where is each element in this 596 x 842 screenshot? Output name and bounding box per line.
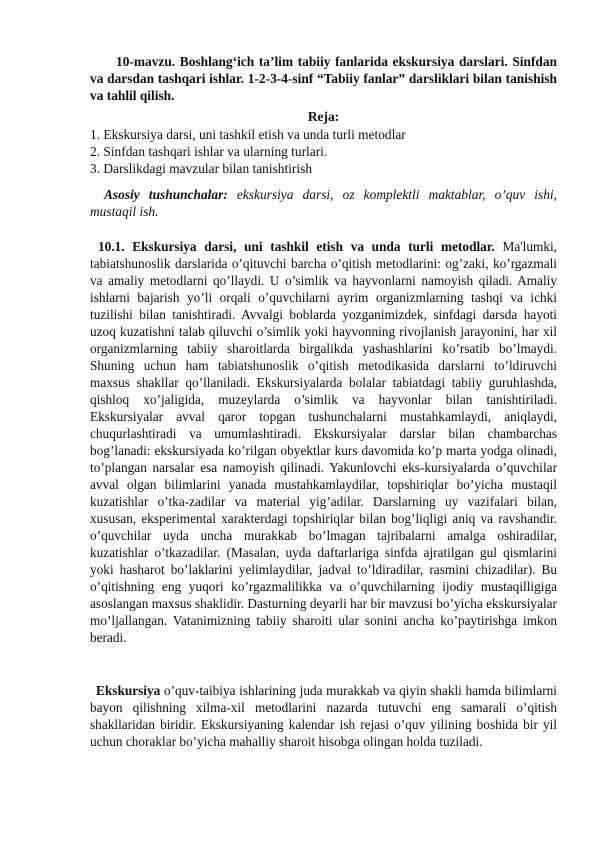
- section-body: Ma'lumki, tabiatshunoslik darslarida o’qituvchi barcha o’qitish metodlarini: og’zaki, ko’rgazmali va amaliy metodlarni qo’llaydi. U o’simlik va hayvonlarni namoyish qiladi. Amaliy ishlarni bajarish yo’li orqali o’quvchilarni ayrim organizmlarning tashqi va ichki tuzilishi bilan tanishtiradi. Avvalgi boblarda yozganimizdek, sinfdagi darsda hayoti uzoq kuzatishni talab qiluvchi o’simlik yoki hayvonning rivojlanish jarayonini, har xil organizmlarning tabiiy sharoitlarda birgalikda yashashlarini ko’rsatib bo’lmaydi. Shuning uchun ham tabiatshunoslik o’qitish metodikasida darslarni to’ldiruvchi maxsus shakllar qo’llaniladi. Ekskursiyalarda bolalar tabiatdagi tabiiy guruhlashda, qishloq xo’jaligida, muzeylarda o’simlik va hayvonlar bilan tanishtiriladi. Ekskursiyalar avval qaror topgan tushunchalarni mustahkamlaydi, aniqlaydi, chuqurlashtiradi va umumlashtiradi. Ekskursiyalar darslar bilan chambarchas bog’lanadi: ekskursiyada ko’rilgan obyektlar kurs davomida ko’p marta yodga olinadi, to’plangan narsalar esa namoyish qilinadi. Yakunlovchi eks-kursiyalarda o’quvchilar avval olgan bilimlarini yanada mustahkamlaydilar, topshiriqlar bo’yicha mustaqil kuzatishlar o’tka-zadilar va material yig’adilar. Darslarning uy vazifalari bilan, xususan, eksperimental xarakterdagi topshiriqlar bilan bog’liqligi aniq va ravshandir. o’quvchilar uyda uncha murakkab bo’lmagan tajribalarni amalga oshiradilar, kuzatishlar o’tkazadilar. (Masalan, uyda daftarlariga sinfda ajratilgan gul qismlarini yoki hasharot bo’laklarini yelimlaydilar, jadval to’ldiradilar, rasmini chizadilar). Bu o’qitishning eng yuqori ko’rgazmalilikka va o’quvchilarning ijodiy mustaqilligiga asoslangan maxsus shaklidir. Dasturning deyarli har bir mavzusi bo’yicha ekskursiyalar mo’ljallangan. Vatanimizning tabiiy sharoiti ular sonini ancha ko’paytirishga imkon beradi.: [90, 239, 557, 645]
- section-10-1: [90, 238, 557, 646]
- section-title: 10.1. Ekskursiya darsi, uni tashkil etish va unda turli metodlar.: [98, 239, 495, 254]
- key-concepts-text: ekskursiya darsi, oz komplektli maktablar, o’quv ishi, mustaqil ish.: [90, 187, 558, 219]
- excursion-paragraph: [90, 682, 557, 750]
- plan-item: 1. Ekskursiya darsi, uni tashkil etish va unda turli metodlar: [90, 127, 406, 142]
- plan-list: [90, 126, 557, 177]
- key-concepts-label: Asosiy tushunchalar:: [104, 187, 228, 202]
- excursion-body: o’quv-taibiya ishlarining juda murakkab va qiyin shakli hamda bilimlarni bayon qilishning xilma-xil metodlarini nazarda tutuvchi eng samarali o’qitish shakllaridan biridir. Ekskursiyaning kalendar ish rejasi o’quv yilining boshida bir yil uchun choraklar bo’yicha mahalliy sharoit hisobga olingan holda tuziladi.: [90, 683, 557, 749]
- plan-item: 3. Darslikdagi mavzular bilan tanishtirish: [90, 161, 313, 176]
- key-concepts: [90, 186, 557, 220]
- topic-heading: 10-mavzu. Boshlang‘ich ta’lim tabiiy fanlarida ekskursiya darslari. Sinfdan va darsdan tashqari ishlar. 1-2-3-4-sinf “Tabiiy fanlar” darsliklari bilan tanishish va tahlil qilish.: [90, 54, 557, 103]
- excursion-lead: Ekskursiya: [96, 683, 161, 698]
- plan-item: 2. Sinfdan tashqari ishlar va ularning turlari.: [90, 144, 328, 159]
- plan-title: Reja:: [307, 109, 340, 124]
